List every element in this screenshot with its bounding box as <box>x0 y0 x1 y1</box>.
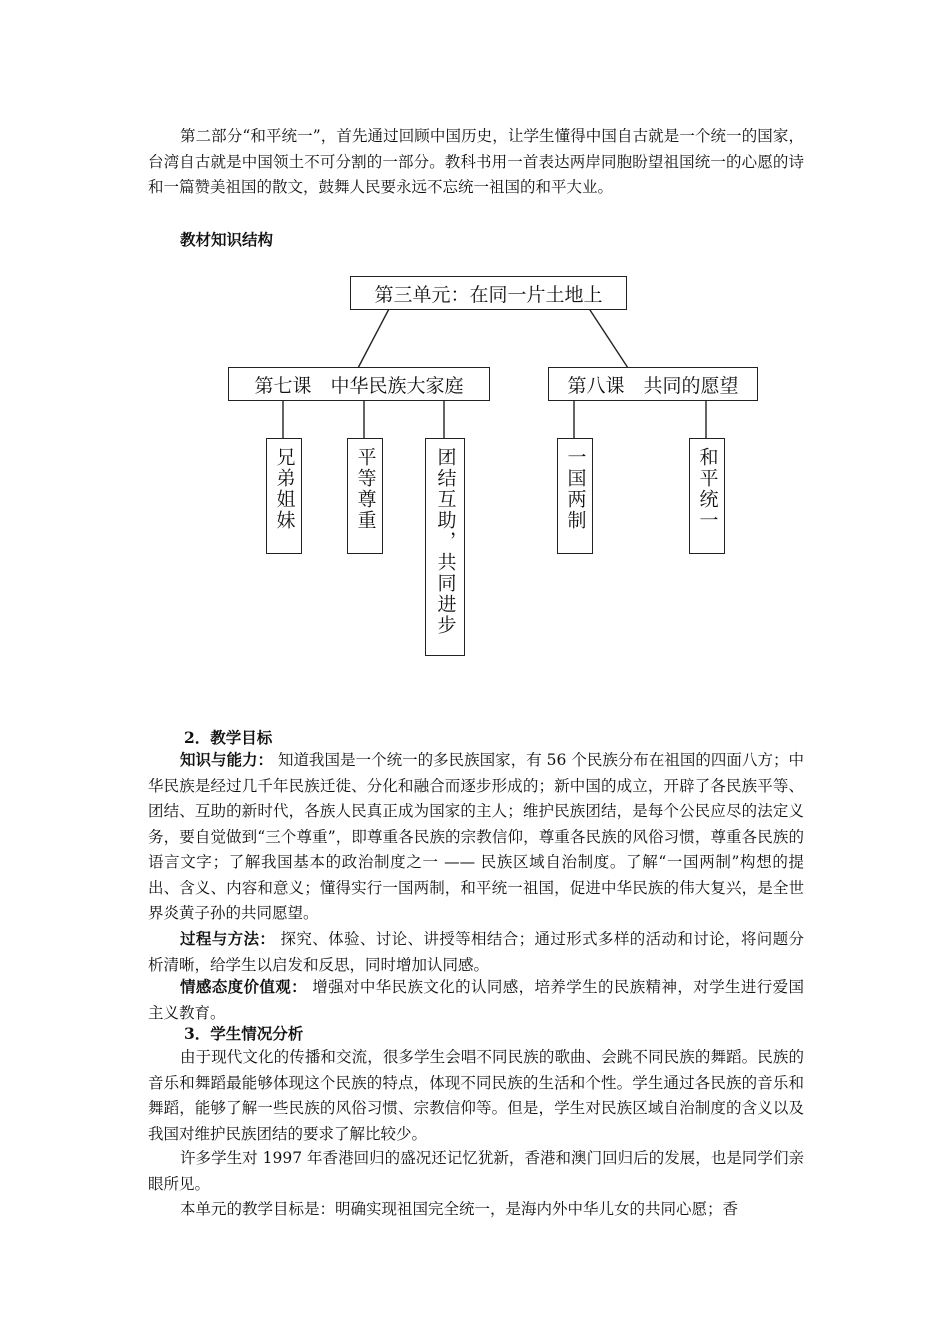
analysis-paragraph-3: 本单元的教学目标是：明确实现祖国完全统一，是海内外中华儿女的共同心愿；香 <box>180 1200 739 1218</box>
connector-root-lesson7 <box>358 307 390 368</box>
emotion-label: 情感态度价值观： <box>180 977 307 996</box>
diagram-lesson7-box: 第七课 中华民族大家庭 <box>228 367 490 401</box>
knowledge-text: 知道我国是一个统一的多民族国家，有 56 个民族分布在祖国的四面八方；中华民族是经过几千年民族迁徙、分化和融合而逐步形成的；新中国的成立，开辟了各民族平等、团结、互助的新时代，各族人民真正成为国家的主人；维护民族团结，是每个公民应尽的法定义务，要自觉做到“三个尊重”，即尊重各民族的宗教信仰，尊重各民族的风俗习惯，尊重各民族的语言文字；了解我国基本的政治制度之一 —— 民族区域自治制度。了解“一国两制”构想的提出、含义、内容和意义；懂得实行一国两制，和平统一祖国，促进中华民族的伟大复兴，是全世界炎黄子孙的共同愿望。 <box>148 751 804 922</box>
diagram-child-brothers-sisters: 兄弟姐妹 <box>266 438 302 554</box>
process-label: 过程与方法： <box>180 929 276 948</box>
diagram-lesson8-box: 第八课 共同的愿望 <box>548 367 758 401</box>
intro-paragraph: 第二部分“和平统一”，首先通过回顾中国历史，让学生懂得中国自古就是一个统一的国家，台湾自古就是中国领土不可分割的一部分。教科书用一首表达两岸同胞盼望祖国统一的心愿的诗和一篇赞美祖国的散文，鼓舞人民要永远不忘统一祖国的和平大业。 <box>148 127 804 196</box>
goals-heading: 2．教学目标 <box>184 728 273 747</box>
process-text: 探究、体验、讨论、讲授等相结合；通过形式多样的活动和讨论，将问题分析清晰，给学生以启发和反思，同时增加认同感。 <box>148 930 804 974</box>
knowledge-paragraph <box>148 747 804 927</box>
structure-heading: 教材知识结构 <box>180 230 274 249</box>
connector-root-lesson8 <box>588 307 628 368</box>
process-paragraph <box>148 926 804 978</box>
emotion-paragraph <box>148 974 804 1026</box>
diagram-root-box: 第三单元：在同一片土地上 <box>350 276 627 310</box>
knowledge-label: 知识与能力： <box>180 750 274 769</box>
analysis-heading: 3．学生情况分析 <box>184 1024 304 1043</box>
emotion-text: 增强对中华民族文化的认同感，培养学生的民族精神，对学生进行爱国主义教育。 <box>148 978 804 1022</box>
diagram-child-one-country-two-systems: 一国两制 <box>557 438 593 554</box>
diagram-child-peaceful-reunification: 和平统一 <box>689 438 725 554</box>
analysis-paragraph-2: 许多学生对 1997 年香港回归的盛况还记忆犹新，香港和澳门回归后的发展，也是同学们亲眼所见。 <box>148 1149 804 1193</box>
analysis-paragraph-1: 由于现代文化的传播和交流，很多学生会唱不同民族的歌曲、会跳不同民族的舞蹈。民族的音乐和舞蹈最能够体现这个民族的特点，体现不同民族的生活和个性。学生通过各民族的音乐和舞蹈，能够了解一些民族的风俗习惯、宗教信仰等。但是，学生对民族区域自治制度的含义以及我国对维护民族团结的要求了解比较少。 <box>148 1048 804 1143</box>
diagram-child-equal-respect: 平等尊重 <box>347 438 383 554</box>
diagram-child-unity-progress: 团结互助，共同进步 <box>425 438 465 656</box>
